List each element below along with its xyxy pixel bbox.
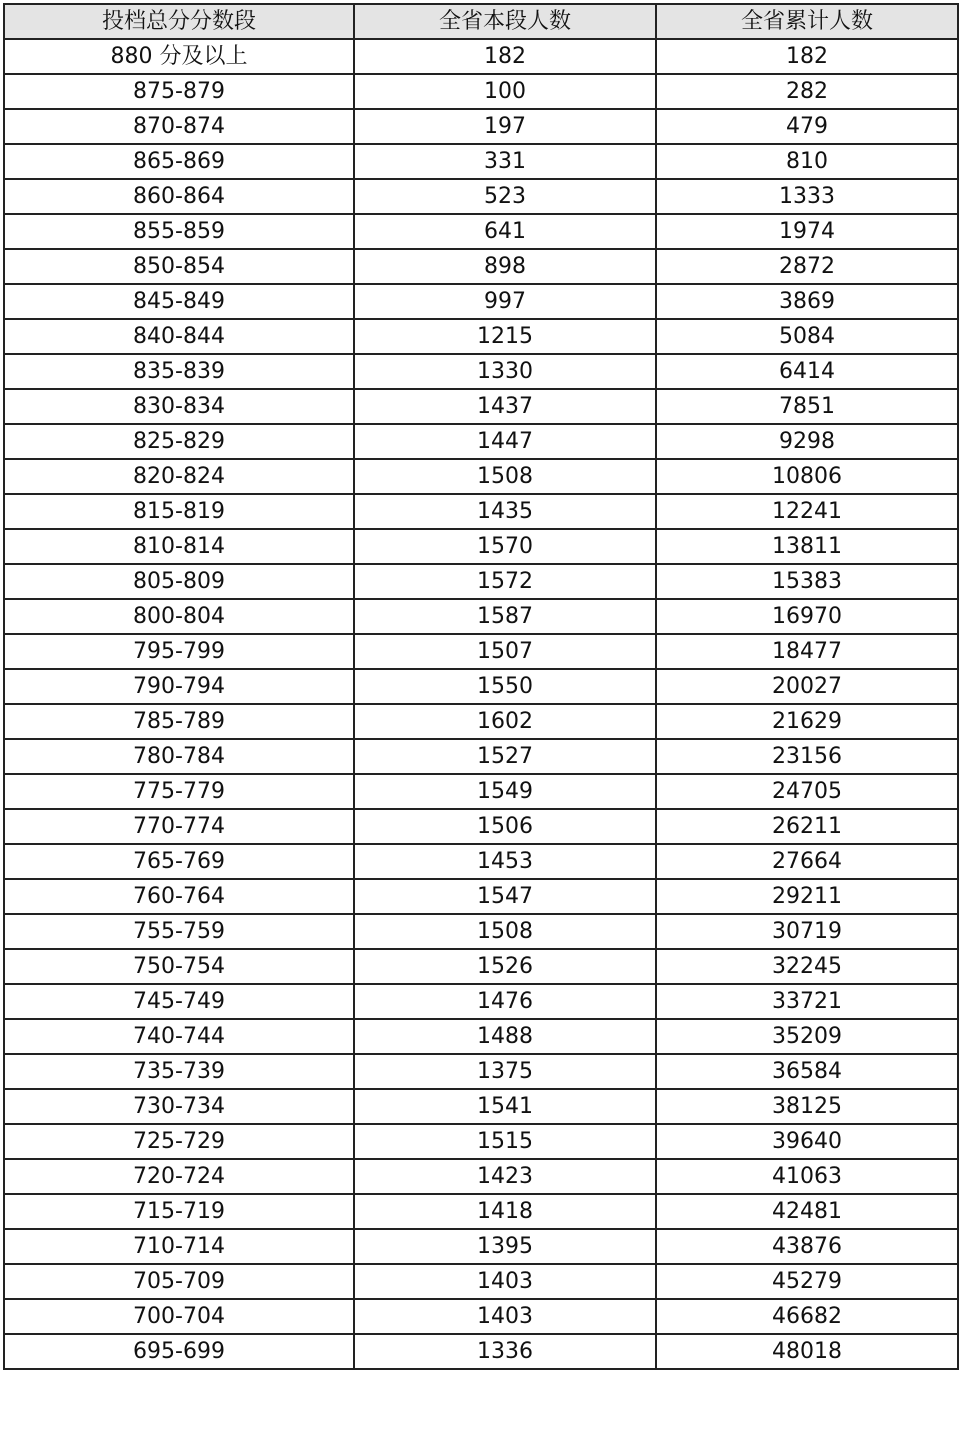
cumulative-count-cell: 10806 — [656, 459, 958, 494]
cumulative-count-cell: 46682 — [656, 1299, 958, 1334]
score-range-cell: 715-719 — [4, 1194, 354, 1229]
cumulative-count-cell: 2872 — [656, 249, 958, 284]
segment-count-cell: 523 — [354, 179, 656, 214]
table-row — [4, 949, 958, 984]
segment-count-cell: 1336 — [354, 1334, 656, 1369]
segment-count-cell: 1547 — [354, 879, 656, 914]
table-row — [4, 249, 958, 284]
segment-count-cell: 1375 — [354, 1054, 656, 1089]
cumulative-count-cell: 27664 — [656, 844, 958, 879]
table-row — [4, 354, 958, 389]
cumulative-count-cell: 32245 — [656, 949, 958, 984]
cumulative-count-cell: 20027 — [656, 669, 958, 704]
score-range-cell: 720-724 — [4, 1159, 354, 1194]
score-range-cell: 740-744 — [4, 1019, 354, 1054]
segment-count-cell: 1572 — [354, 564, 656, 599]
cumulative-count-cell: 36584 — [656, 1054, 958, 1089]
segment-count-cell: 1527 — [354, 739, 656, 774]
table-row — [4, 704, 958, 739]
table-row — [4, 879, 958, 914]
segment-count-cell: 898 — [354, 249, 656, 284]
cumulative-count-cell: 30719 — [656, 914, 958, 949]
segment-count-cell: 997 — [354, 284, 656, 319]
cumulative-count-cell: 282 — [656, 74, 958, 109]
table-row — [4, 599, 958, 634]
segment-count-cell: 1403 — [354, 1264, 656, 1299]
score-range-cell: 780-784 — [4, 739, 354, 774]
segment-count-cell: 1570 — [354, 529, 656, 564]
table-row — [4, 1019, 958, 1054]
score-range-cell: 760-764 — [4, 879, 354, 914]
score-distribution-table — [3, 3, 959, 1370]
score-range-cell: 705-709 — [4, 1264, 354, 1299]
score-range-cell: 855-859 — [4, 214, 354, 249]
cumulative-count-cell: 9298 — [656, 424, 958, 459]
table-row — [4, 424, 958, 459]
score-range-cell: 695-699 — [4, 1334, 354, 1369]
table-row — [4, 809, 958, 844]
table-row — [4, 319, 958, 354]
score-range-cell: 865-869 — [4, 144, 354, 179]
segment-count-cell: 1435 — [354, 494, 656, 529]
cumulative-count-cell: 29211 — [656, 879, 958, 914]
cumulative-count-cell: 1974 — [656, 214, 958, 249]
score-range-cell: 700-704 — [4, 1299, 354, 1334]
segment-count-cell: 1508 — [354, 914, 656, 949]
cumulative-count-cell: 21629 — [656, 704, 958, 739]
segment-count-cell: 1437 — [354, 389, 656, 424]
score-range-cell: 710-714 — [4, 1229, 354, 1264]
score-range-cell: 815-819 — [4, 494, 354, 529]
segment-count-cell: 1395 — [354, 1229, 656, 1264]
score-range-cell: 870-874 — [4, 109, 354, 144]
segment-count-cell: 1549 — [354, 774, 656, 809]
cumulative-count-cell: 13811 — [656, 529, 958, 564]
table-header — [4, 4, 958, 39]
score-range-cell: 795-799 — [4, 634, 354, 669]
segment-count-cell: 1418 — [354, 1194, 656, 1229]
cumulative-count-cell: 33721 — [656, 984, 958, 1019]
score-range-cell: 790-794 — [4, 669, 354, 704]
cumulative-count-cell: 16970 — [656, 599, 958, 634]
score-range-cell: 860-864 — [4, 179, 354, 214]
cumulative-count-cell: 39640 — [656, 1124, 958, 1159]
table-row — [4, 1159, 958, 1194]
table-row — [4, 214, 958, 249]
score-range-cell: 840-844 — [4, 319, 354, 354]
table-row — [4, 774, 958, 809]
segment-count-cell: 1526 — [354, 949, 656, 984]
table-row — [4, 1054, 958, 1089]
table-row — [4, 179, 958, 214]
score-range-cell: 735-739 — [4, 1054, 354, 1089]
score-range-cell: 765-769 — [4, 844, 354, 879]
cumulative-count-cell: 24705 — [656, 774, 958, 809]
cumulative-count-cell: 35209 — [656, 1019, 958, 1054]
table-row — [4, 634, 958, 669]
table-row — [4, 459, 958, 494]
table-row — [4, 389, 958, 424]
cumulative-count-cell: 182 — [656, 39, 958, 74]
segment-count-cell: 1508 — [354, 459, 656, 494]
score-range-cell: 800-804 — [4, 599, 354, 634]
table-row — [4, 914, 958, 949]
cumulative-count-cell: 1333 — [656, 179, 958, 214]
score-range-cell: 785-789 — [4, 704, 354, 739]
table-row — [4, 494, 958, 529]
cumulative-count-cell: 15383 — [656, 564, 958, 599]
table-row — [4, 564, 958, 599]
score-range-cell: 850-854 — [4, 249, 354, 284]
cumulative-count-cell: 26211 — [656, 809, 958, 844]
score-range-cell: 725-729 — [4, 1124, 354, 1159]
table-row — [4, 144, 958, 179]
segment-count-cell: 100 — [354, 74, 656, 109]
cumulative-count-cell: 479 — [656, 109, 958, 144]
segment-count-cell: 1447 — [354, 424, 656, 459]
table-row — [4, 1299, 958, 1334]
table-row — [4, 739, 958, 774]
score-range-cell: 845-849 — [4, 284, 354, 319]
segment-count-cell: 1330 — [354, 354, 656, 389]
table-row — [4, 109, 958, 144]
table-row — [4, 1194, 958, 1229]
score-range-cell: 755-759 — [4, 914, 354, 949]
segment-count-cell: 1488 — [354, 1019, 656, 1054]
cumulative-count-cell: 23156 — [656, 739, 958, 774]
header-cumulative-count: 全省累计人数 — [656, 4, 958, 39]
cumulative-count-cell: 12241 — [656, 494, 958, 529]
score-range-cell: 810-814 — [4, 529, 354, 564]
cumulative-count-cell: 3869 — [656, 284, 958, 319]
table-row — [4, 669, 958, 704]
cumulative-count-cell: 43876 — [656, 1229, 958, 1264]
score-range-cell: 880 分及以上 — [4, 39, 354, 74]
table-row — [4, 39, 958, 74]
table-body — [4, 39, 958, 1369]
segment-count-cell: 1506 — [354, 809, 656, 844]
table-row — [4, 74, 958, 109]
header-row — [4, 4, 958, 39]
cumulative-count-cell: 810 — [656, 144, 958, 179]
segment-count-cell: 1587 — [354, 599, 656, 634]
segment-count-cell: 1541 — [354, 1089, 656, 1124]
table-row — [4, 1124, 958, 1159]
table-row — [4, 984, 958, 1019]
cumulative-count-cell: 7851 — [656, 389, 958, 424]
cumulative-count-cell: 41063 — [656, 1159, 958, 1194]
table-row — [4, 1334, 958, 1369]
cumulative-count-cell: 5084 — [656, 319, 958, 354]
score-range-cell: 825-829 — [4, 424, 354, 459]
table-row — [4, 1089, 958, 1124]
score-range-cell: 830-834 — [4, 389, 354, 424]
segment-count-cell: 1515 — [354, 1124, 656, 1159]
score-range-cell: 730-734 — [4, 1089, 354, 1124]
cumulative-count-cell: 48018 — [656, 1334, 958, 1369]
score-range-cell: 835-839 — [4, 354, 354, 389]
cumulative-count-cell: 38125 — [656, 1089, 958, 1124]
score-range-cell: 745-749 — [4, 984, 354, 1019]
segment-count-cell: 1403 — [354, 1299, 656, 1334]
segment-count-cell: 1215 — [354, 319, 656, 354]
header-segment-count: 全省本段人数 — [354, 4, 656, 39]
segment-count-cell: 1476 — [354, 984, 656, 1019]
segment-count-cell: 182 — [354, 39, 656, 74]
segment-count-cell: 1507 — [354, 634, 656, 669]
score-range-cell: 770-774 — [4, 809, 354, 844]
score-range-cell: 775-779 — [4, 774, 354, 809]
segment-count-cell: 197 — [354, 109, 656, 144]
cumulative-count-cell: 42481 — [656, 1194, 958, 1229]
segment-count-cell: 331 — [354, 144, 656, 179]
segment-count-cell: 1423 — [354, 1159, 656, 1194]
table-row — [4, 1264, 958, 1299]
cumulative-count-cell: 18477 — [656, 634, 958, 669]
score-range-cell: 820-824 — [4, 459, 354, 494]
segment-count-cell: 1453 — [354, 844, 656, 879]
table-row — [4, 844, 958, 879]
table-row — [4, 1229, 958, 1264]
segment-count-cell: 1602 — [354, 704, 656, 739]
score-range-cell: 875-879 — [4, 74, 354, 109]
segment-count-cell: 1550 — [354, 669, 656, 704]
cumulative-count-cell: 45279 — [656, 1264, 958, 1299]
score-range-cell: 750-754 — [4, 949, 354, 984]
score-range-cell: 805-809 — [4, 564, 354, 599]
header-score-range: 投档总分分数段 — [4, 4, 354, 39]
cumulative-count-cell: 6414 — [656, 354, 958, 389]
table-row — [4, 529, 958, 564]
segment-count-cell: 641 — [354, 214, 656, 249]
table-row — [4, 284, 958, 319]
